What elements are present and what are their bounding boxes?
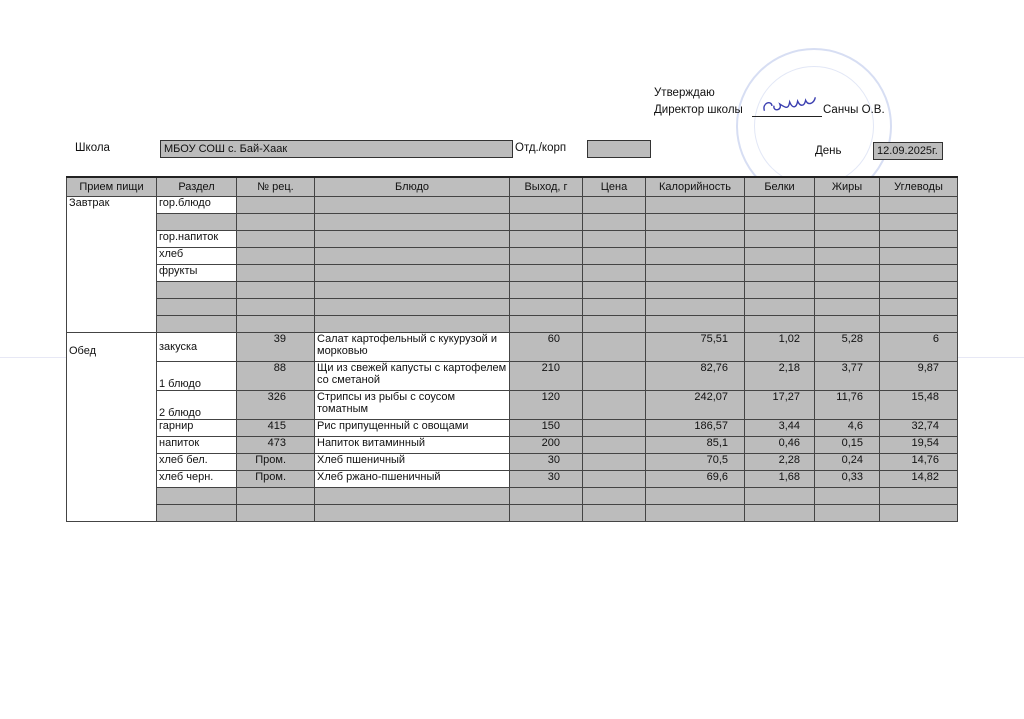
output-cell xyxy=(510,316,583,333)
day-label: День xyxy=(815,145,842,157)
output-cell: 150 xyxy=(510,420,583,437)
section-cell: гор.блюдо xyxy=(157,197,237,214)
table-row xyxy=(67,197,958,214)
output-cell xyxy=(510,488,583,505)
recipe-cell xyxy=(237,299,315,316)
section-cell: хлеб бел. xyxy=(157,454,237,471)
price-cell xyxy=(583,391,646,420)
recipe-cell: Пром. xyxy=(237,454,315,471)
section-cell: хлеб xyxy=(157,248,237,265)
section-cell xyxy=(157,505,237,522)
protein-cell xyxy=(745,505,815,522)
dish-cell xyxy=(315,231,510,248)
price-cell xyxy=(583,420,646,437)
fat-cell: 0,24 xyxy=(815,454,880,471)
output-cell xyxy=(510,299,583,316)
dish-cell xyxy=(315,248,510,265)
section-cell: 1 блюдо xyxy=(157,362,237,391)
price-cell xyxy=(583,214,646,231)
fat-cell: 5,28 xyxy=(815,333,880,362)
calories-cell xyxy=(646,316,745,333)
carbs-cell xyxy=(880,505,958,522)
table-row xyxy=(67,420,958,437)
dish-cell xyxy=(315,282,510,299)
table-row xyxy=(67,333,958,362)
price-cell xyxy=(583,282,646,299)
table-row xyxy=(67,214,958,231)
section-cell: гарнир xyxy=(157,420,237,437)
col-header-output: Выход, г xyxy=(510,177,583,197)
col-header-protein: Белки xyxy=(745,177,815,197)
protein-cell xyxy=(745,214,815,231)
section-cell xyxy=(157,299,237,316)
dish-cell xyxy=(315,265,510,282)
day-field[interactable]: 12.09.2025г. xyxy=(873,142,943,160)
output-cell xyxy=(510,231,583,248)
calories-cell xyxy=(646,265,745,282)
carbs-cell xyxy=(880,282,958,299)
recipe-cell: 88 xyxy=(237,362,315,391)
carbs-cell: 9,87 xyxy=(880,362,958,391)
output-cell: 210 xyxy=(510,362,583,391)
protein-cell: 0,46 xyxy=(745,437,815,454)
section-cell: фрукты xyxy=(157,265,237,282)
carbs-cell xyxy=(880,197,958,214)
dish-cell xyxy=(315,299,510,316)
carbs-cell: 19,54 xyxy=(880,437,958,454)
fat-cell xyxy=(815,505,880,522)
price-cell xyxy=(583,488,646,505)
calories-cell: 75,51 xyxy=(646,333,745,362)
recipe-cell: Пром. xyxy=(237,471,315,488)
output-cell: 120 xyxy=(510,391,583,420)
recipe-cell xyxy=(237,214,315,231)
section-cell: хлеб черн. xyxy=(157,471,237,488)
protein-cell: 1,68 xyxy=(745,471,815,488)
table-row xyxy=(67,265,958,282)
calories-cell xyxy=(646,197,745,214)
dish-cell: Стрипсы из рыбы с соусом томатным xyxy=(315,391,510,420)
fat-cell xyxy=(815,299,880,316)
protein-cell xyxy=(745,316,815,333)
output-cell xyxy=(510,505,583,522)
director-name: Санчы О.В. xyxy=(823,104,885,116)
col-header-section: Раздел xyxy=(157,177,237,197)
output-cell xyxy=(510,248,583,265)
price-cell xyxy=(583,231,646,248)
carbs-cell: 14,76 xyxy=(880,454,958,471)
output-cell: 60 xyxy=(510,333,583,362)
dish-cell xyxy=(315,505,510,522)
price-cell xyxy=(583,333,646,362)
protein-cell: 2,18 xyxy=(745,362,815,391)
output-cell xyxy=(510,265,583,282)
protein-cell xyxy=(745,231,815,248)
price-cell xyxy=(583,265,646,282)
section-cell: 2 блюдо xyxy=(157,391,237,420)
menu-table xyxy=(66,176,958,522)
fat-cell xyxy=(815,488,880,505)
carbs-cell: 14,82 xyxy=(880,471,958,488)
protein-cell xyxy=(745,488,815,505)
fat-cell xyxy=(815,231,880,248)
fat-cell xyxy=(815,214,880,231)
price-cell xyxy=(583,362,646,391)
table-row xyxy=(67,505,958,522)
dept-field[interactable] xyxy=(587,140,651,158)
dish-cell: Напиток витаминный xyxy=(315,437,510,454)
dish-cell: Салат картофельный с кукурузой и морковью xyxy=(315,333,510,362)
fat-cell xyxy=(815,316,880,333)
recipe-cell xyxy=(237,197,315,214)
section-cell: закуска xyxy=(157,333,237,362)
table-header-row xyxy=(67,177,958,197)
calories-cell: 85,1 xyxy=(646,437,745,454)
recipe-cell xyxy=(237,231,315,248)
table-row xyxy=(67,248,958,265)
fat-cell: 0,15 xyxy=(815,437,880,454)
calories-cell: 69,6 xyxy=(646,471,745,488)
carbs-cell: 15,48 xyxy=(880,391,958,420)
table-row xyxy=(67,299,958,316)
price-cell xyxy=(583,505,646,522)
carbs-cell xyxy=(880,214,958,231)
table-row xyxy=(67,231,958,248)
calories-cell xyxy=(646,505,745,522)
section-cell: гор.напиток xyxy=(157,231,237,248)
dish-cell: Хлеб ржано-пшеничный xyxy=(315,471,510,488)
calories-cell xyxy=(646,214,745,231)
protein-cell xyxy=(745,282,815,299)
protein-cell: 3,44 xyxy=(745,420,815,437)
calories-cell xyxy=(646,231,745,248)
dish-cell xyxy=(315,488,510,505)
calories-cell: 242,07 xyxy=(646,391,745,420)
table-row xyxy=(67,316,958,333)
fat-cell xyxy=(815,197,880,214)
recipe-cell: 415 xyxy=(237,420,315,437)
protein-cell xyxy=(745,248,815,265)
price-cell xyxy=(583,316,646,333)
carbs-cell: 6 xyxy=(880,333,958,362)
calories-cell xyxy=(646,248,745,265)
protein-cell xyxy=(745,265,815,282)
recipe-cell xyxy=(237,505,315,522)
fat-cell xyxy=(815,265,880,282)
output-cell xyxy=(510,197,583,214)
dish-cell xyxy=(315,316,510,333)
price-cell xyxy=(583,299,646,316)
protein-cell xyxy=(745,299,815,316)
carbs-cell xyxy=(880,299,958,316)
col-header-calories: Калорийность xyxy=(646,177,745,197)
section-cell xyxy=(157,282,237,299)
price-cell xyxy=(583,454,646,471)
dish-cell xyxy=(315,214,510,231)
table-row xyxy=(67,488,958,505)
recipe-cell: 39 xyxy=(237,333,315,362)
price-cell xyxy=(583,197,646,214)
col-header-fat: Жиры xyxy=(815,177,880,197)
protein-cell: 1,02 xyxy=(745,333,815,362)
fat-cell: 4,6 xyxy=(815,420,880,437)
table-row xyxy=(67,362,958,391)
protein-cell: 17,27 xyxy=(745,391,815,420)
calories-cell: 82,76 xyxy=(646,362,745,391)
recipe-cell xyxy=(237,282,315,299)
price-cell xyxy=(583,471,646,488)
protein-cell: 2,28 xyxy=(745,454,815,471)
price-cell xyxy=(583,437,646,454)
recipe-cell xyxy=(237,248,315,265)
calories-cell xyxy=(646,299,745,316)
calories-cell: 70,5 xyxy=(646,454,745,471)
table-row xyxy=(67,437,958,454)
col-header-dish: Блюдо xyxy=(315,177,510,197)
fat-cell: 11,76 xyxy=(815,391,880,420)
section-cell xyxy=(157,488,237,505)
meal-breakfast: Завтрак xyxy=(67,197,157,333)
recipe-cell xyxy=(237,265,315,282)
section-cell: напиток xyxy=(157,437,237,454)
fat-cell xyxy=(815,282,880,299)
calories-cell: 186,57 xyxy=(646,420,745,437)
recipe-cell xyxy=(237,316,315,333)
meal-lunch: Обед xyxy=(67,333,157,522)
col-header-carbs: Углеводы xyxy=(880,177,958,197)
approval-director-prefix: Директор школы xyxy=(654,104,743,116)
output-cell xyxy=(510,282,583,299)
output-cell: 30 xyxy=(510,454,583,471)
fat-cell: 3,77 xyxy=(815,362,880,391)
approval-title: Утверждаю xyxy=(654,87,715,99)
recipe-cell: 473 xyxy=(237,437,315,454)
section-cell xyxy=(157,316,237,333)
col-header-recipe: № рец. xyxy=(237,177,315,197)
school-field[interactable]: МБОУ СОШ с. Бай-Хаак xyxy=(160,140,513,158)
carbs-cell xyxy=(880,265,958,282)
carbs-cell: 32,74 xyxy=(880,420,958,437)
col-header-price: Цена xyxy=(583,177,646,197)
table-row xyxy=(67,282,958,299)
carbs-cell xyxy=(880,488,958,505)
output-cell: 200 xyxy=(510,437,583,454)
fat-cell xyxy=(815,248,880,265)
col-header-meal: Прием пищи xyxy=(67,177,157,197)
table-row xyxy=(67,471,958,488)
calories-cell xyxy=(646,282,745,299)
carbs-cell xyxy=(880,248,958,265)
dish-cell xyxy=(315,197,510,214)
carbs-cell xyxy=(880,231,958,248)
recipe-cell xyxy=(237,488,315,505)
dish-cell: Хлеб пшеничный xyxy=(315,454,510,471)
recipe-cell: 326 xyxy=(237,391,315,420)
table-row xyxy=(67,391,958,420)
output-cell: 30 xyxy=(510,471,583,488)
fat-cell: 0,33 xyxy=(815,471,880,488)
protein-cell xyxy=(745,197,815,214)
output-cell xyxy=(510,214,583,231)
table-row xyxy=(67,454,958,471)
school-label: Школа xyxy=(75,142,110,154)
calories-cell xyxy=(646,488,745,505)
price-cell xyxy=(583,248,646,265)
dish-cell: Рис припущенный с овощами xyxy=(315,420,510,437)
dept-label: Отд./корп xyxy=(515,142,567,154)
dish-cell: Щи из свежей капусты с картофелем со сметаной xyxy=(315,362,510,391)
section-cell xyxy=(157,214,237,231)
carbs-cell xyxy=(880,316,958,333)
